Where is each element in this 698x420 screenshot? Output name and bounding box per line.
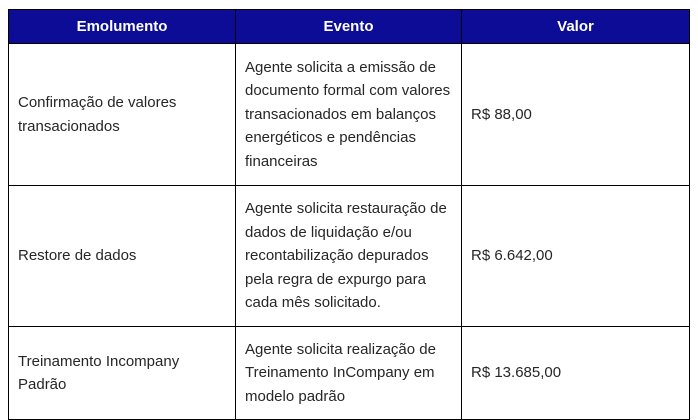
fees-table-container: [8, 9, 689, 420]
cell-valor: R$ 6.642,00: [462, 186, 690, 327]
cell-emolumento: Treinamento Incompany Padrão: [9, 327, 236, 420]
cell-valor: R$ 88,00: [462, 44, 690, 186]
cell-evento: Agente solicita realização de Treinamento InCompany em modelo padrão: [236, 327, 462, 420]
table-row: [9, 44, 690, 186]
header-emolumento: Emolumento: [9, 10, 236, 44]
header-evento: Evento: [236, 10, 462, 44]
cell-evento: Agente solicita a emissão de documento formal com valores transacionados em balanços energéticos e pendências financeiras: [236, 44, 462, 186]
table-header-row: [9, 10, 690, 44]
table-row: [9, 186, 690, 327]
fees-table: [8, 9, 690, 420]
table-row: [9, 327, 690, 420]
cell-emolumento: Restore de dados: [9, 186, 236, 327]
cell-emolumento: Confirmação de valores transacionados: [9, 44, 236, 186]
header-valor: Valor: [462, 10, 690, 44]
cell-evento: Agente solicita restauração de dados de liquidação e/ou recontabilização depurados pela regra de expurgo para cada mês solicitado.: [236, 186, 462, 327]
cell-valor: R$ 13.685,00: [462, 327, 690, 420]
